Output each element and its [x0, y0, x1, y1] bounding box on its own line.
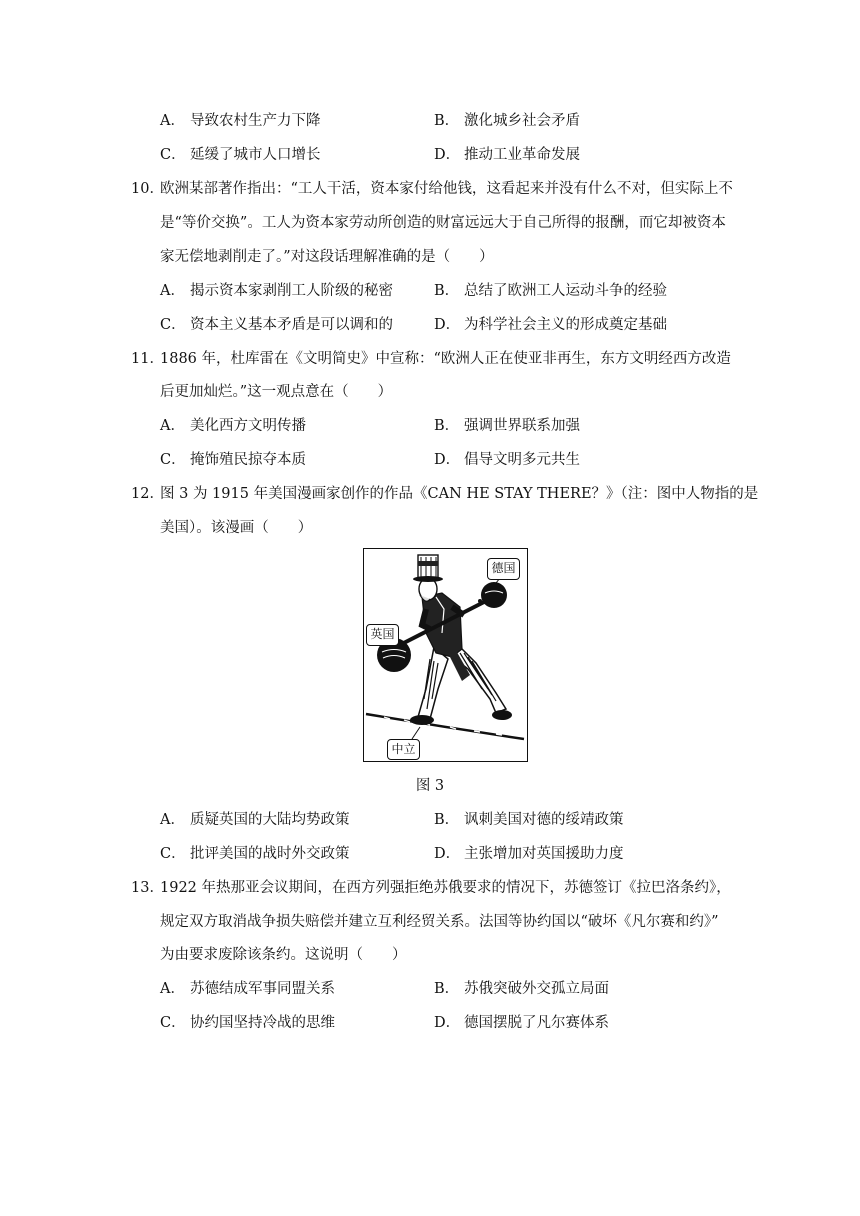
q12-option-d — [434, 844, 624, 864]
option-text: 质疑英国的大陆均势政策 — [190, 812, 350, 828]
cartoon-illustration — [364, 549, 526, 760]
q13-stem-line-1 — [131, 878, 731, 898]
label-britain-box — [366, 624, 399, 646]
option-text: 揭示资本家剥削工人阶级的秘密 — [190, 283, 393, 299]
q13-option-d — [434, 1013, 609, 1033]
option-letter: B． — [434, 283, 460, 299]
q10-stem-line-3: 家无偿地剥削走了。”对这段话理解准确的是（ ） — [160, 249, 494, 265]
cartoon-figure — [363, 548, 528, 762]
q11-option-a — [160, 416, 306, 436]
q9-option-b — [434, 111, 580, 131]
question-text: 1922 年热那亚会议期间，在西方列强拒绝苏俄要求的情况下，苏德签订《拉巴洛条约》， — [160, 880, 731, 896]
question-text: 1886 年，杜库雷在《文明简史》中宣称：“欧洲人正在使亚非再生，东方文明经西方改造 — [160, 351, 731, 367]
option-text: 美化西方文明传播 — [190, 418, 306, 434]
q13-option-c — [160, 1013, 335, 1033]
label-germany-box — [487, 558, 520, 580]
q13-option-a — [160, 979, 335, 999]
label-neutral: 中立 — [391, 742, 416, 756]
question-number: 13． — [131, 880, 164, 896]
option-letter: D． — [434, 846, 461, 862]
q10-option-b — [434, 281, 667, 301]
option-text: 强调世界联系加强 — [464, 418, 580, 434]
option-text: 掩饰殖民掠夺本质 — [190, 452, 306, 468]
q10-option-d — [434, 315, 667, 335]
option-text: 推动工业革命发展 — [464, 147, 580, 163]
option-letter: D． — [434, 1015, 461, 1031]
option-text: 总结了欧洲工人运动斗争的经验 — [464, 283, 667, 299]
q12-option-c — [160, 844, 350, 864]
option-letter: A． — [160, 812, 185, 828]
question-text: 图 3 为 1915 年美国漫画家创作的作品《CAN HE STAY THERE？》（注：图中人物指的是 — [160, 486, 759, 502]
option-text: 主张增加对英国援助力度 — [464, 846, 624, 862]
option-letter: C． — [160, 452, 186, 468]
option-text: 德国摆脱了凡尔赛体系 — [464, 1015, 609, 1031]
option-letter: B． — [434, 418, 460, 434]
option-letter: D． — [434, 452, 461, 468]
option-text: 激化城乡社会矛盾 — [464, 113, 580, 129]
option-text: 延缓了城市人口增长 — [190, 147, 321, 163]
option-letter: A． — [160, 113, 185, 129]
q9-option-c — [160, 145, 321, 165]
q13-stem-line-2: 规定双方取消战争损失赔偿并建立互利经贸关系。法国等协约国以“破坏《凡尔赛和约》” — [160, 914, 719, 930]
option-letter: A． — [160, 418, 185, 434]
option-text: 批评美国的战时外交政策 — [190, 846, 350, 862]
option-letter: B． — [434, 981, 460, 997]
q13-stem-line-3: 为由要求废除该条约。这说明（ ） — [160, 947, 407, 963]
hat-band — [418, 561, 438, 566]
option-letter: B． — [434, 113, 460, 129]
left-shoe — [410, 715, 434, 725]
q12-stem-line-1 — [131, 484, 758, 504]
hat-brim — [413, 576, 443, 582]
option-letter: C． — [160, 317, 186, 333]
question-text: 欧洲某部著作指出：“工人干活，资本家付给他钱，这看起来并没有什么不对，但实际上不 — [160, 181, 733, 197]
label-neutral-box — [387, 739, 420, 760]
barbell-collar — [478, 599, 482, 603]
weight-germany — [481, 582, 507, 608]
question-number: 12． — [131, 486, 164, 502]
q11-option-b — [434, 416, 580, 436]
option-letter: D． — [434, 317, 461, 333]
option-letter: A． — [160, 981, 185, 997]
option-text: 协约国坚持冷战的思维 — [190, 1015, 335, 1031]
option-text: 苏俄突破外交孤立局面 — [464, 981, 609, 997]
option-letter: A． — [160, 283, 185, 299]
option-text: 苏德结成军事同盟关系 — [190, 981, 335, 997]
question-number: 11． — [131, 351, 164, 367]
option-text: 导致农村生产力下降 — [190, 113, 321, 129]
neutral-callout-line — [412, 727, 420, 739]
q10-option-c — [160, 315, 393, 335]
q12-option-a — [160, 810, 350, 830]
option-letter: C． — [160, 147, 186, 163]
question-number: 10． — [131, 181, 164, 197]
option-letter: D． — [434, 147, 461, 163]
option-text: 资本主义基本矛盾是可以调和的 — [190, 317, 393, 333]
option-letter: C． — [160, 1015, 186, 1031]
figure-caption: 图 3 — [415, 778, 445, 794]
option-letter: B． — [434, 812, 460, 828]
q11-option-c — [160, 450, 306, 470]
option-letter: C． — [160, 846, 186, 862]
label-britain: 英国 — [370, 627, 395, 641]
option-text: 倡导文明多元共生 — [464, 452, 580, 468]
q9-option-a — [160, 111, 321, 131]
q9-option-d — [434, 145, 580, 165]
q10-stem-line-2: 是“等价交换”。工人为资本家劳动所创造的财富远远大于自己所得的报酬，而它却被资本 — [160, 215, 726, 231]
q13-option-b — [434, 979, 609, 999]
q10-stem-line-1 — [131, 179, 733, 199]
q11-stem-line-1 — [131, 349, 731, 369]
q12-stem-line-2: 美国）。该漫画（ ） — [160, 520, 313, 536]
right-shoe — [492, 710, 512, 720]
label-germany: 德国 — [491, 561, 516, 575]
option-text: 为科学社会主义的形成奠定基础 — [464, 317, 667, 333]
q11-stem-line-2: 后更加灿烂。”这一观点意在（ ） — [160, 384, 393, 400]
q11-option-d — [434, 450, 580, 470]
left-leg — [418, 647, 448, 719]
q10-option-a — [160, 281, 393, 301]
q12-option-b — [434, 810, 624, 830]
option-text: 讽刺美国对德的绥靖政策 — [464, 812, 624, 828]
